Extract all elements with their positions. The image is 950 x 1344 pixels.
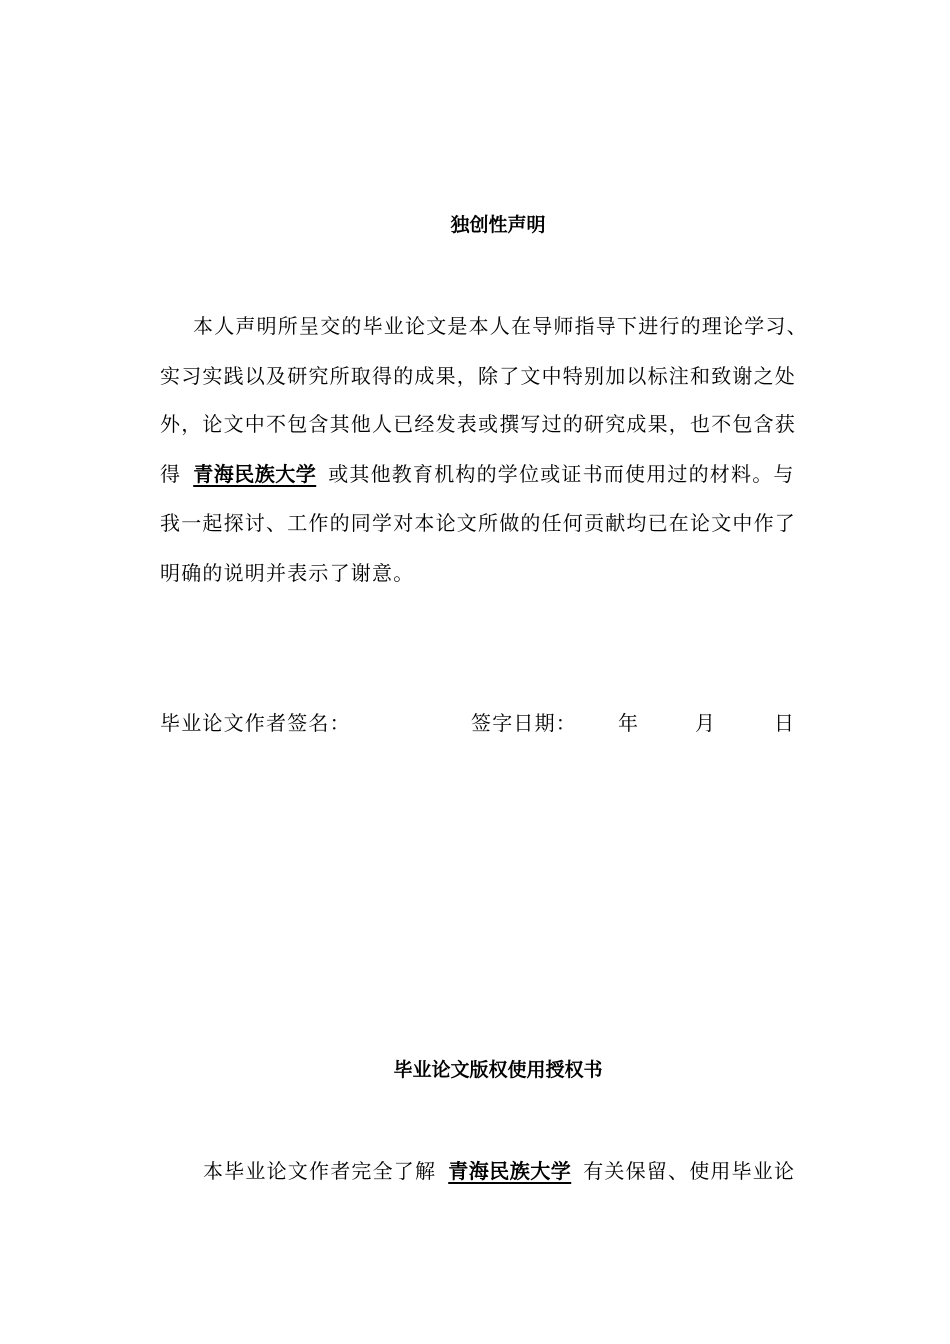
authorization-line-1-end: 有关保留、使用毕业论 — [583, 1159, 796, 1183]
declaration-line-4 — [160, 459, 840, 489]
authorization-line-1 — [203, 1156, 883, 1186]
authorization-line-1-start: 本毕业论文作者完全了解 — [203, 1159, 437, 1183]
author-signature-label: 毕业论文作者签名： — [160, 711, 351, 735]
university-name: 青海民族大学 — [193, 462, 317, 486]
declaration-line-3: 外，论文中不包含其他人已经发表或撰写过的研究成果，也不包含获 — [160, 412, 796, 436]
authorization-title: 毕业论文版权使用授权书 — [393, 1059, 603, 1081]
declaration-line-5: 我一起探讨、工作的同学对本论文所做的任何贡献均已在论文中作了 — [160, 511, 796, 535]
date-month-label: 月 — [695, 711, 717, 735]
declaration-line-6: 明确的说明并表示了谢意。 — [160, 561, 415, 585]
authorization-university-name: 青海民族大学 — [448, 1159, 572, 1183]
signing-date-label: 签字日期： — [471, 711, 577, 735]
declaration-line-1: 本人声明所呈交的毕业论文是本人在导师指导下进行的理论学习、 — [193, 314, 808, 338]
date-day-label: 日 — [774, 711, 796, 735]
declaration-line-2: 实习实践以及研究所取得的成果，除了文中特别加以标注和致谢之处 — [160, 364, 796, 388]
declaration-title: 独创性声明 — [450, 214, 546, 236]
declaration-line-4-start: 得 — [160, 462, 182, 486]
date-year-label: 年 — [618, 711, 640, 735]
declaration-line-4-end: 或其他教育机构的学位或证书而使用过的材料。与 — [328, 462, 795, 486]
